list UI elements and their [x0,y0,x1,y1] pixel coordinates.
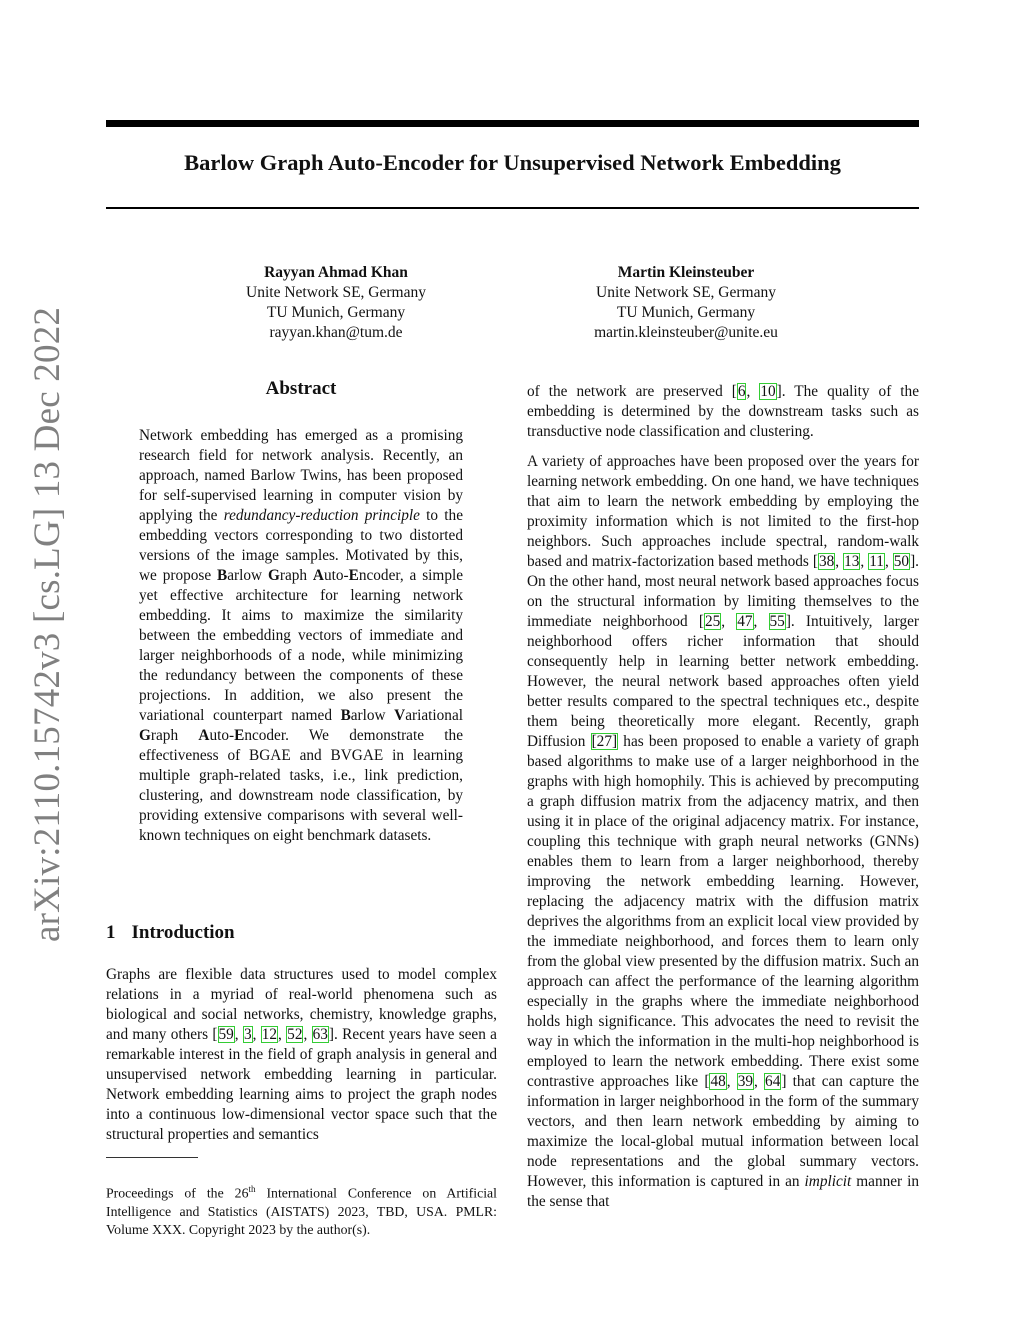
citation-link[interactable]: 59 [218,1026,234,1043]
citation-link[interactable]: 47 [737,613,753,630]
citation-link[interactable]: 39 [737,1073,754,1090]
author-affiliation: Unite Network SE, Germany [246,284,426,301]
section-title: Introduction [131,922,235,943]
citation-link[interactable]: 55 [769,613,785,630]
paper-title: Barlow Graph Auto-Encoder for Unsupervised Network Embedding [184,150,841,175]
citation-link[interactable]: 11 [869,553,884,570]
title-rule [106,207,919,209]
footnote: Proceedings of the 26th International Conference on Artificial Intelligence and Statistics (AISTATS) 2023, TBD, USA. PMLR: Volume XXX. Copyright 2023 by the author(s). [106,1184,497,1237]
right-column [527,382,919,1222]
author-name: Rayyan Ahmad Khan [264,264,408,281]
abstract-text: Network embedding has emerged as a promising research field for network analysis. Recently, an approach, named Barlow Twins, has been proposed for self-supervised learning in computer vision by applying the redundancy-reduction principle to the embedding vectors corresponding to two distorted versions of the image samples. Motivated by this, we propose Barlow Graph Auto-Encoder, a simple yet effective architecture for learning network embedding. It aims to maximize the similarity between the embedding vectors of immediate and larger neighborhoods of a node, while minimizing the redundancy between the components of these projections. In addition, we also present the variational counterpart named Barlow Variational Graph Auto-Encoder. We demonstrate the effectiveness of BGAE and BVGAE in learning multiple graph-related tasks, i.e., link prediction, clustering, and downstream node classification, by providing extensive comparisons with several well-known techniques on eight benchmark datasets. [139,427,464,844]
citation-link[interactable]: 25 [704,613,721,630]
author-affiliation: TU Munich, Germany [266,304,406,321]
author-block-1 [200,263,472,343]
section-number: 1 [106,922,116,943]
citation-link[interactable]: 3 [243,1026,252,1043]
author-affiliation: Unite Network SE, Germany [596,284,776,301]
introduction-text: Graphs are flexible data structures used to model complex relations in a myriad of real-world phenomena such as biological and social networks, chemistry, knowledge graphs, and many others [59, 3, 12, 52, 63]. Recent years have seen a remarkable interest in the field of graph analysis in general and unsupervised network embedding learning in particular. Network embedding learning aims to project the graph nodes into a continuous low-dimensional vector space such that the structural properties and semantics [106,966,497,1143]
citation-link[interactable]: 12 [261,1026,278,1043]
citation-link[interactable]: [27] [591,733,618,750]
paragraph: of the network are preserved [6, 10]. The quality of the embedding is determined by the downstream tasks such as transductive node classification and clustering. [527,383,919,440]
author-email: martin.kleinsteuber@unite.eu [594,324,778,341]
author-email: rayyan.khan@tum.de [269,324,403,341]
citation-link[interactable]: 48 [710,1073,726,1090]
footnote-rule [106,1157,198,1158]
citation-link[interactable]: 50 [893,553,910,570]
section-heading-introduction [106,922,235,944]
author-name: Martin Kleinsteuber [617,264,755,281]
citation-link[interactable]: 38 [818,553,835,570]
citation-link[interactable]: 52 [287,1026,303,1043]
citation-link[interactable]: 6 [737,383,746,400]
author-block-2 [550,263,822,343]
citation-link[interactable]: 10 [760,383,776,400]
abstract-heading: Abstract [265,378,337,399]
citation-link[interactable]: 13 [844,553,860,570]
author-affiliation: TU Munich, Germany [616,304,756,321]
paragraph: A variety of approaches have been proposed over the years for learning network embedding. On one hand, we have techniques that aim to learn the network embedding by employing the proximity information which is not limited to the first-hop neighbors. Such approaches include spectral, random-walk based and matrix-factorization based methods [38, 13, 11, 50]. On the other hand, most neural network based approaches focus on the structural information by limiting themselves to the immediate neighborhood [25, 47, 55]. Intuitively, larger neighborhood offers richer information that should consequently help in learning better network embedding. However, the neural network based approaches often yield better results compared to the spectral techniques etc., despite them being theoretically more elegant. Recently, graph Diffusion [27] has been proposed to enable a variety of graph based algorithms to make use of a larger neighborhood in the graphs with high homophily. This is achieved by precomputing a graph diffusion matrix from the adjacency matrix, and then using it in place of the original adjacency matrix. For instance, coupling this technique with graph neural networks (GNNs) enables them to learn from a larger neighborhood, thereby improving the network embedding learning. However, replacing the adjacency matrix with the diffusion matrix deprives the algorithms from an explicit local view provided by the immediate neighborhood, and forces them to learn only from the global view presented by the diffusion matrix. Such an approach can affect the performance of the learning algorithm especially in the graphs where the immediate neighborhood holds high significance. This advocates the need to revisit the way in which the information in the multi-hop neighborhood is employed to learn the network embedding. There exist some contrastive approaches like [48, 39, 64] that can capture the information in larger neighborhood in the form of the summary vectors, and then learn network embedding by aiming to maximize the local-global mutual information between local node representations and the global summary vectors. However, this information is captured in an implicit manner in the sense that [527,453,919,1210]
arxiv-identifier: arXiv:2110.15742v3 [cs.LG] 13 Dec 2022 [27,306,68,942]
citation-link[interactable]: 63 [312,1026,328,1043]
citation-link[interactable]: 64 [765,1073,781,1090]
top-rule [106,120,919,127]
